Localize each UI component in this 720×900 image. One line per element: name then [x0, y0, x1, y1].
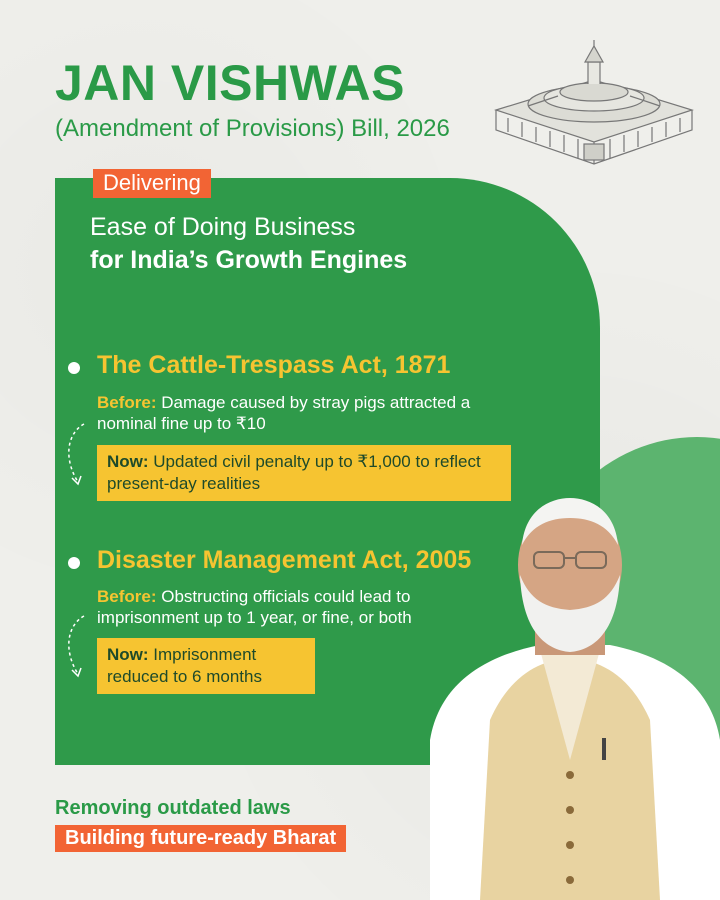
now-label: Now: [107, 645, 149, 664]
before-description: Damage caused by stray pigs attracted a nominal fine up to ₹10 [97, 393, 471, 434]
footer-line-2: Building future-ready Bharat [55, 825, 346, 852]
bullet-dot [68, 557, 80, 569]
delivering-tag: Delivering [93, 169, 211, 198]
page-subtitle: (Amendment of Provisions) Bill, 2026 [55, 115, 450, 142]
now-label: Now: [107, 452, 149, 471]
before-label: Before: [97, 587, 157, 606]
curved-arrow-icon [58, 612, 94, 682]
parliament-building-illustration [488, 32, 700, 172]
act-title: The Cattle-Trespass Act, 1871 [97, 351, 451, 379]
bullet-dot [68, 362, 80, 374]
before-text [97, 392, 517, 435]
act-title: Disaster Management Act, 2005 [97, 546, 472, 574]
leader-portrait [430, 490, 720, 900]
page-title: JAN VISHWAS [55, 55, 406, 111]
now-box [97, 638, 315, 694]
footer-line-1: Removing outdated laws [55, 797, 291, 819]
now-description: Updated civil penalty up to ₹1,000 to reflect present-day realities [107, 452, 481, 494]
before-label: Before: [97, 393, 157, 412]
before-description: Obstructing officials could lead to imprisonment up to 1 year, or fine, or both [97, 587, 412, 628]
curved-arrow-icon [58, 420, 94, 490]
lead-line-2: for India’s Growth Engines [90, 246, 408, 274]
lead-line-1: Ease of Doing Business [90, 213, 356, 241]
now-description: Imprisonment reduced to 6 months [107, 645, 262, 687]
